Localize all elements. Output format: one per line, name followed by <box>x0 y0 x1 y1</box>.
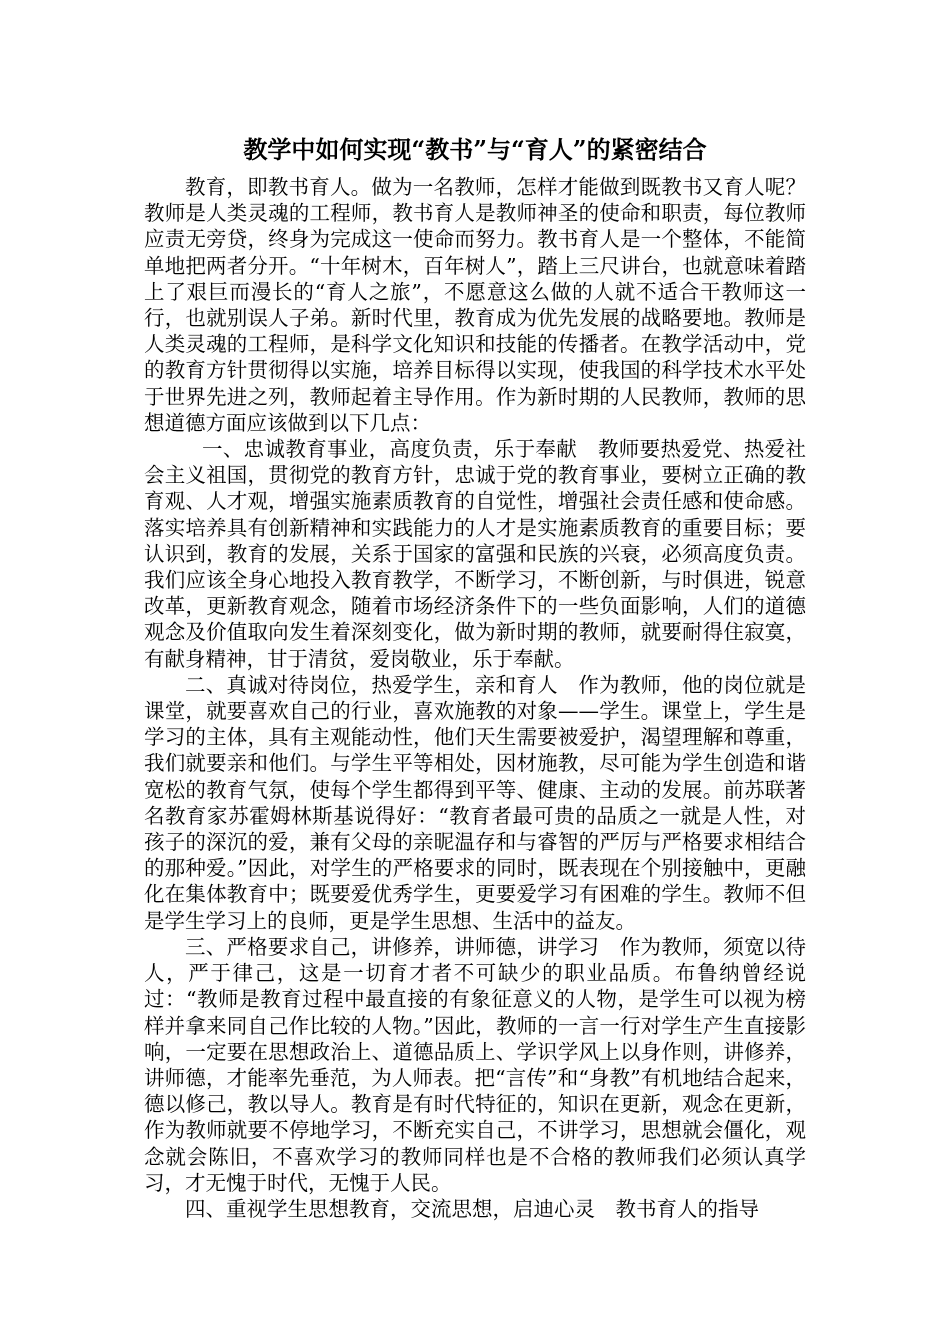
document-body <box>144 174 806 1222</box>
paragraph-section-4: 四、重视学生思想教育，交流思想，启迪心灵 教书育人的指导 <box>185 1196 759 1221</box>
document-title: 教学中如何实现“教书”与“育人”的紧密结合 <box>243 135 707 164</box>
document-page <box>144 0 806 1344</box>
paragraph-section-1: 一、忠诚教育事业，高度负责，乐于奉献 教师要热爱党、热爱社会主义祖国，贯彻党的教育方针，忠诚于党的教育事业，要树立正确的教育观、人才观，增强实施素质教育的自觉性，增强社会责任感和使命感。落实培养具有创新精神和实践能力的人才是实施素质教育的重要目标；要认识到，教育的发展，关系于国家的富强和民族的兴衰，必须高度负责。我们应该全身心地投入教育教学，不断学习，不断创新，与时俱进，锐意改革，更新教育观念，随着市场经济条件下的一些负面影响，人们的道德观念及价值取向发生着深刻变化，做为新时期的教师，就要耐得住寂寞，有献身精神，甘于清贫，爱岗敬业，乐于奉献。 <box>144 437 806 671</box>
paragraph-section-3: 三、严格要求自己，讲修养，讲师德，讲学习 作为教师，须宽以待人，严于律己，这是一切育才者不可缺少的职业品质。布鲁纳曾经说过：“教师是教育过程中最直接的有象征意义的人物，是学生可以视为榜样并拿来同自己作比较的人物。”因此，教师的一言一行对学生产生直接影响，一定要在思想政治上、道德品质上、学识学风上以身作则，讲修养，讲师德，才能率先垂范，为人师表。把“言传”和“身教”有机地结合起来，德以修己，教以导人。教育是有时代特征的，知识在更新，观念在更新，作为教师就要不停地学习，不断充实自己，不讲学习，思想就会僵化，观念就会陈旧，不喜欢学习的教师同样也是不合格的教师我们必须认真学习，才无愧于时代，无愧于人民。 <box>144 934 806 1195</box>
paragraph-section-2: 二、真诚对待岗位，热爱学生，亲和育人 作为教师，他的岗位就是课堂，就要喜欢自己的行业，喜欢施教的对象——学生。课堂上，学生是学习的主体，具有主观能动性，他们天生需要被爱护，渴望理解和尊重，我们就要亲和他们。与学生平等相处，因材施教，尽可能为学生创造和谐宽松的教育气氛，使每个学生都得到平等、健康、主动的发展。前苏联著名教育家苏霍姆林斯基说得好：“教育者最可贵的品质之一就是人性，对孩子的深沉的爱，兼有父母的亲昵温存和与睿智的严厉与严格要求相结合的那种爱。”因此，对学生的严格要求的同时，既表现在个别接触中，更融化在集体教育中；既要爱优秀学生，更要爱学习有困难的学生。教师不但是学生学习上的良师，更是学生思想、生活中的益友。 <box>144 672 806 933</box>
paragraph-intro: 教育，即教书育人。做为一名教师，怎样才能做到既教书又育人呢？教师是人类灵魂的工程师，教书育人是教师神圣的使命和职责，每位教师应责无旁贷，终身为完成这一使命而努力。教书育人是一个整体，不能简单地把两者分开。“十年树木，百年树人”，踏上三尺讲台，也就意味着踏上了艰巨而漫长的“育人之旅”，不愿意这么做的人就不适合干教师这一行，也就别误人子弟。新时代里，教育成为优先发展的战略要地。教师是人类灵魂的工程师，是科学文化知识和技能的传播者。在教学活动中，党的教育方针贯彻得以实施，培养目标得以实现，使我国的科学技术水平处于世界先进之列，教师起着主导作用。作为新时期的人民教师，教师的思想道德方面应该做到以下几点： <box>144 175 806 435</box>
